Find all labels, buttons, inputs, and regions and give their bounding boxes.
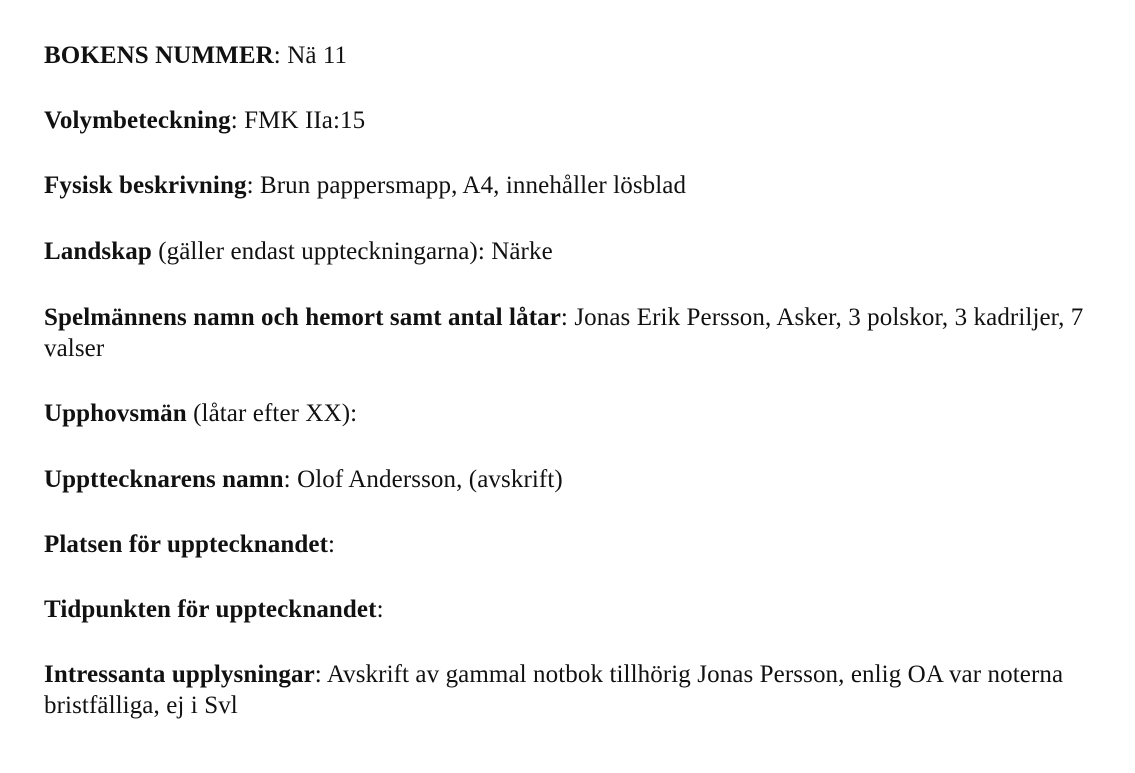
field-label: Tidpunkten för upptecknandet xyxy=(44,596,377,623)
field-separator: : xyxy=(560,304,575,331)
field-intressanta-upplysningar xyxy=(44,659,1114,721)
field-label: Landskap xyxy=(44,238,152,265)
field-value: Olof Andersson, (avskrift) xyxy=(297,466,563,493)
field-tidpunkten xyxy=(44,594,1114,625)
field-value: Jonas Erik Persson, Asker, 3 polskor, 3 kadriljer, 7 valser xyxy=(44,304,1084,362)
field-fysisk-beskrivning xyxy=(44,170,1114,201)
field-value: Brun pappersmapp, A4, innehåller lösblad xyxy=(259,172,687,199)
field-label: Intressanta upplysningar xyxy=(44,661,315,688)
field-label: Spelmännens namn och hemort samt antal låtar xyxy=(44,304,561,331)
field-value: Nä 11 xyxy=(287,42,348,69)
field-separator: : xyxy=(314,661,327,688)
field-label: Upphovsmän xyxy=(44,400,187,427)
field-separator: : xyxy=(283,466,298,493)
field-upptecknarens-namn xyxy=(44,464,1114,495)
field-value: (gäller endast uppteckningarna): Närke xyxy=(158,238,553,265)
field-separator: : xyxy=(328,531,336,558)
field-value: Avskrift av gammal notbok tillhörig Jonas Persson, enlig OA var noterna bristfälliga, ej i Svl xyxy=(44,661,1064,719)
field-platsen xyxy=(44,529,1114,560)
field-spelmannens-namn xyxy=(44,302,1114,364)
field-separator: : xyxy=(273,42,288,69)
field-label: Platsen för upptecknandet xyxy=(44,531,329,558)
field-separator: : xyxy=(376,596,384,623)
field-label: Volymbeteckning xyxy=(44,107,231,134)
field-separator: : xyxy=(230,107,245,134)
field-landskap xyxy=(44,236,1114,267)
field-label: Fysisk beskrivning xyxy=(44,172,247,199)
field-value: (låtar efter XX): xyxy=(193,400,358,427)
field-label: BOKENS NUMMER xyxy=(44,42,274,69)
field-value: FMK IIa:15 xyxy=(244,107,366,134)
field-upphovsman xyxy=(44,398,1114,429)
field-separator: : xyxy=(246,172,260,199)
field-label: Uppttecknarens namn xyxy=(44,466,284,493)
field-volymbeteckning xyxy=(44,105,1114,136)
field-bokens-nummer xyxy=(44,40,1114,71)
